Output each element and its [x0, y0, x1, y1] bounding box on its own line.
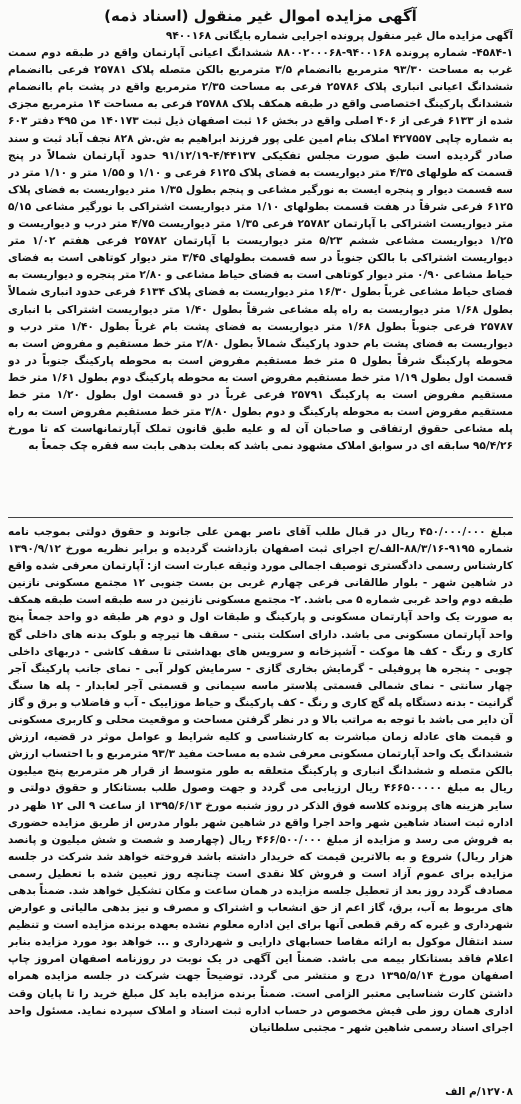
- notice-footer: [8, 1084, 513, 1101]
- section-one-heading: آگهی مزایده مال غیر منقول پرونده اجرایی شماره بایگانی ۹۴۰۰۱۶۸: [165, 30, 513, 42]
- section-divider: [8, 517, 513, 518]
- footer-code: ۱۲۷۰۸/م الف: [445, 1086, 513, 1098]
- section-two-body: مبلغ ۴۵۰/۰۰۰/۰۰۰ ریال در قبال طلب آقای ناصر بهمن علی جانوند و حقوق دولتی بموجب نامه شماره ۹۱۹۵-۸۸/۳/۱۶-الف/ح اجرای ثبت اصفهان بازداشت گردیده و برابر نظریه مورخ ۱۳۹۰/۹/۱۲ کارشناس رسمی دادگستری توصیف اجمالی مورد وثیقه عبارت است از: آپارتمان معرفی شده واقع در شاهین شهر - بلوار طالقانی فرعی چهارم غربی بن بست جنوبی ۱۲ مجتمع مسکونی نازنین طبقه دوم واحد غربی شماره ۵ می باشد. ۲- مجتمع مسکونی نازنین در سه طبقه است طبقه همکف به صورت یک واحد آپارتمان مسکونی و پارکینگ و طبقات اول و دوم هر طبقه دو واحد جمعاً پنج واحد آپارتمان مسکونی می باشد. دارای اسکلت بتنی - سقف ها تیرچه و بلوک بدنه های داخلی گچ کاری و رنگ - کف ها موکت - آشپزخانه و سرویس های بهداشتی تا سقف کاشی - دربهای داخلی چوبی - پنجره ها پروفیلی - گرمایش بخاری گازی - سرمایش کولر آبی - نمای جانب پارکینگ آجر چهار سانتی - نمای شمالی قسمتی پلاستر ماسه سیمانی و قسمتی آجر لعابدار - پله ها سنگ گرانیت - بدنه دستگاه پله گچ کاری و رنگ - کف پارکینگ و حیاط موزاییک - آب و فاضلاب و برق و گاز آن دایر می باشد با توجه به مراتب بالا و در نظر گرفتن مساحت و موقعیت محلی و کاربری مسکونی و قیمت های عادله زمان مباشرت به کارشناسی و کلیه شرایط و عوامل موثر در قضیه، ارزش ششدانگ یک واحد آپارتمان مسکونی معرفی شده به مساحت مفید ۹۳/۳ مترمربع و با احتساب ارزش بالکن متصله و ششدانگ انباری و پارکینگ متعلقه به طور متوسط از قرار هر مترمربع پنج میلیون ریال به مبلغ ۴۶۶۵۰۰۰۰۰ ریال ارزیابی می گردد و جهت وصول طلب بستانکار و حقوق دولتی و سایر هزینه های پرونده کلاسه فوق الذکر در روز شنبه مورخ ۱۳۹۵/۶/۱۳ از ساعت ۹ الی ۱۲ ظهر در اداره ثبت اسناد شاهین شهر واحد اجرا واقع در شاهین شهر بلوار مدرس از طریق مزایده حضوری به فروش می رسد و مزایده از مبلغ ۴۶۶/۵۰۰/۰۰۰ ریال (چهارصد و شصت و شش میلیون و پانصد هزار ریال) شروع و به بالاترین قیمت که خریدار داشته باشد فروخته خواهد شد شرکت در جلسه مزایده برای عموم آزاد است و فروش کلا نقدی است چنانچه روز تعیین شده با تعطیل رسمی مصادف گردد روز بعد از تعطیل جلسه مزایده در همان ساعت و مکان تشکیل خواهد شد. ضمناً بدهی های مربوط به آب، برق، گاز اعم از حق انشعاب و اشتراک و مصرف و نیز بدهی مالیاتی و عوارض شهرداری و غیره که رقم قطعی آنها برای این اداره معلوم نشده بعهده برنده مزایده است و تنظیم سند انتقال موکول به ارائه مفاصا حسابهای دارایی و شهرداری و ... خواهد بود مورد مزایده بنابر اعلام فاقد بستانکار بیمه می باشد. ضمناً این آگهی در یک نوبت در روزنامه اصفهان امروز چاپ اصفهان مورخ ۱۳۹۵/۵/۱۴ درج و منتشر می گردد. توضیحاً جهت شرکت در جلسه مزایده همراه داشتن کارت شناسایی معتبر الزامی است. ضمناً برنده مزایده باید کل مبلغ خرید را تا پایان وقت اداری همان روز طی فیش مخصوص در حساب اداره ثبت اسناد و املاک سپرده نماید. مسئول واحد اجرای اسناد رسمی شاهین شهر - مجتبی سلطانیان: [8, 526, 513, 1034]
- notice-section-two: [8, 524, 513, 1084]
- section-one-body: ۴۵۸۴-۱- شماره پرونده ۹۴۰۰۱۶۸-۸۸۰۰۲۰۰۰۶۸ ششدانگ اعیانی آپارتمان واقع در طبقه دوم سمت غرب به مساحت ۹۳/۳۰ مترمربع باانضمام ۳/۵ مترمربع بالکن متصله پلاک ۲۵۷۸۱ فرعی باانضمام ششدانگ اعیانی انباری پلاک ۲۵۷۸۶ فرعی به مساحت ۲/۳۵ مترمربع واقع در پشت بام باانضمام ششدانگ پارکینگ اختصاصی واقع در طبقه همکف پلاک ۲۵۷۸۸ فرعی به مساحت ۱۴ مترمربع مجزی شده از ۶۱۳۳ فرعی از ۴۰۶ اصلی واقع در بخش ۱۶ ثبت اصفهان ذیل ثبت ۱۴۰۱۷۳ من ۴۹۵ دفتر ۶۰۳ به شماره چاپی ۴۲۷۵۵۷ املاک بنام امین علی پور فرزند ابراهیم به ش.ش ۸۲۸ نجف آباد ثبت و سند صادر گردیده است طبق صورت مجلس تفکیکی ۴/۴۴۱۳۷-۹۱/۱۲/۱۹ حدود آپارتمان شمالاً در پنج قسمت که طولهای ۴/۳۵ متر دیواریست به فضای پلاک ۶۱۲۵ فرعی و ۱/۱۰ و ۱/۵۵ متر و ۱/۱۰ متر در سه قسمت دیوار و پنجره ایست به نورگیر مشاعی و پنجم بطول ۱/۳۵ متر دیواریست به فضای پلاک ۶۱۲۵ فرعی شرقاً در هفت قسمت بطولهای ۱/۱۰ متر دیواریست اشتراکی با نورگیر مشاعی ۵/۱۵ متر دیواریست اشتراکی با آپارتمان ۲۵۷۸۲ فرعی ۱/۳۵ متر دیواریست ۴/۷۵ متر درب و دیواریست و ۱/۲۵ دیواریست مشاعی ششم ۵/۲۳ متر دیواریست با آپارتمان ۲۵۷۸۲ فرعی هفتم ۱/۰۲ متر دیواریست اشتراکی با بالکن جنوباً در سه قسمت بطولهای ۳/۴۵ متر دیوار کوتاهی است به فضای حیاط مشاعی ۰/۹۰ متر دیوار کوتاهی است به فضای حیاط مشاعی و ۲/۸۰ متر پنجره و دیواریست به فضای حیاط مشاعی غرباً بطول ۱۶/۳۰ متر دیواریست به فضای پلاک ۶۱۳۴ فرعی حدود انباری شمالاً بطول ۱/۶۸ متر دیواریست به راه پله مشاعی شرقاً بطول ۱/۴۰ متر دیواریست اشتراکی با انباری ۲۵۷۸۷ فرعی جنوباً بطول ۱/۶۸ متر دیواریست به فضای پشت بام غرباً بطول ۱/۴۰ متر درب و دیواریست به فضای پشت بام حدود پارکینگ شمالاً بطول ۲/۸۰ متر خط مستقیم و مفروض است به محوطه پارکینگ شرقاً بطول ۵ متر خط مستقیم مفروض است به محوطه پارکینگ جنوباً در دو قسمت اول بطول ۱/۱۹ متر خط مستقیم مفروض است به محوطه پارکینگ دوم بطول ۱/۶۱ متر خط مستقیم مفروض است به پارکینگ ۲۵۷۹۱ فرعی غرباً در دو قسمت اول بطول ۱/۲۰ متر خط مستقیم مفروض است به محوطه پارکینگ و دوم بطول ۳/۸۰ متر خط مستقیم مفروض است به راه پله مشاعی حقوق ارتفاقی و صاحبان آن له و علیه طبق قانون تملک آپارتمانهاست که تا مورخ ۹۵/۴/۲۶ سابقه ای در سوابق املاک مشهود نمی باشد که بعلت بدهی بابت سه فقره چک جمعاً به: [8, 47, 513, 453]
- notice-section-one: [8, 28, 513, 513]
- notice-title: آگهی مزایده اموال غیر منقول (اسناد ذمه): [104, 7, 417, 25]
